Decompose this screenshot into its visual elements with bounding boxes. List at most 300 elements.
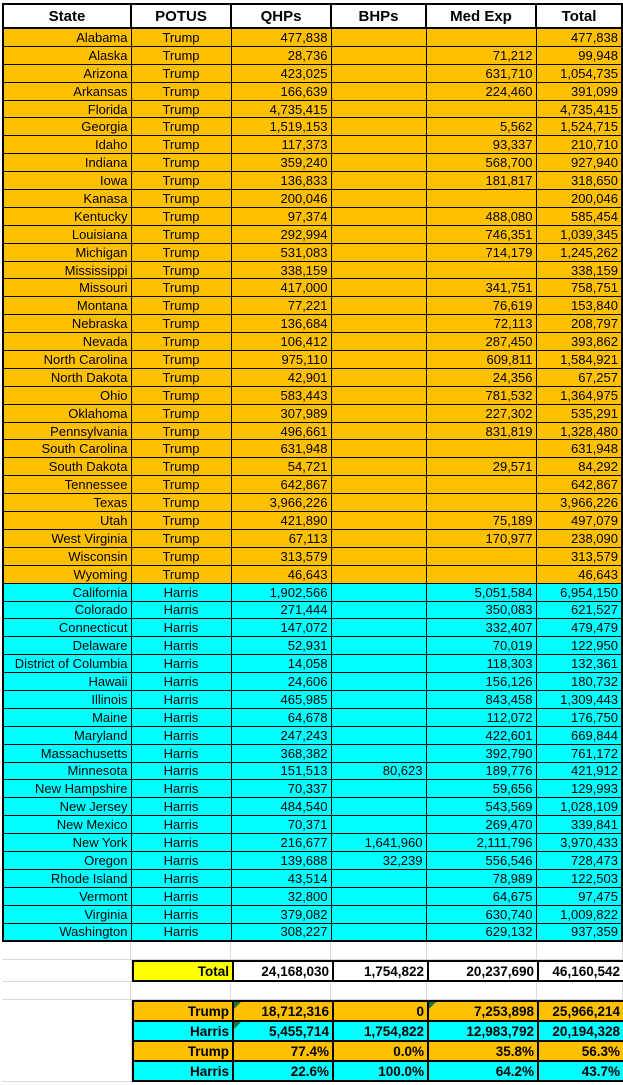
cell-total[interactable]: 313,579 (536, 547, 622, 565)
summary-harris-pct-bhps[interactable]: 100.0% (333, 1061, 428, 1081)
cell-state[interactable]: Ohio (3, 386, 131, 404)
cell-total[interactable]: 129,993 (536, 780, 622, 798)
cell-qhps[interactable]: 975,110 (231, 351, 331, 369)
cell-bhps[interactable] (331, 64, 426, 82)
cell-qhps[interactable]: 583,443 (231, 386, 331, 404)
cell-qhps[interactable]: 46,643 (231, 565, 331, 583)
cell-qhps[interactable]: 308,227 (231, 923, 331, 941)
cell-med-exp[interactable]: 5,562 (426, 118, 536, 136)
cell-potus[interactable]: Harris (131, 655, 231, 673)
cell-total[interactable]: 153,840 (536, 297, 622, 315)
cell-total[interactable]: 200,046 (536, 190, 622, 208)
cell-total[interactable]: 122,950 (536, 637, 622, 655)
cell-total[interactable]: 631,948 (536, 440, 622, 458)
cell-qhps[interactable]: 313,579 (231, 547, 331, 565)
cell-med-exp[interactable] (426, 494, 536, 512)
cell-med-exp[interactable]: 631,710 (426, 64, 536, 82)
cell-state[interactable]: Wyoming (3, 565, 131, 583)
cell-state[interactable]: North Carolina (3, 351, 131, 369)
cell-state[interactable]: Virginia (3, 905, 131, 923)
header-qhps[interactable]: QHPs (231, 4, 331, 28)
cell-state[interactable]: Indiana (3, 154, 131, 172)
cell-state[interactable]: Utah (3, 512, 131, 530)
cell-med-exp[interactable]: 287,450 (426, 333, 536, 351)
cell-state[interactable]: Minnesota (3, 762, 131, 780)
cell-state[interactable]: New York (3, 834, 131, 852)
cell-potus[interactable]: Trump (131, 28, 231, 46)
header-state[interactable]: State (3, 4, 131, 28)
cell-med-exp[interactable]: 831,819 (426, 422, 536, 440)
cell-state[interactable]: Nevada (3, 333, 131, 351)
total-label[interactable]: Total (133, 961, 233, 981)
cell-qhps[interactable]: 136,833 (231, 172, 331, 190)
cell-bhps[interactable] (331, 708, 426, 726)
cell-total[interactable]: 761,172 (536, 744, 622, 762)
cell-total[interactable]: 99,948 (536, 46, 622, 64)
cell-potus[interactable]: Trump (131, 529, 231, 547)
cell-state[interactable]: Idaho (3, 136, 131, 154)
cell-total[interactable]: 180,732 (536, 673, 622, 691)
cell-med-exp[interactable] (426, 100, 536, 118)
cell-total[interactable]: 1,584,921 (536, 351, 622, 369)
cell-med-exp[interactable]: 746,351 (426, 225, 536, 243)
cell-total[interactable]: 479,479 (536, 619, 622, 637)
cell-potus[interactable]: Trump (131, 368, 231, 386)
cell-total[interactable]: 585,454 (536, 207, 622, 225)
cell-potus[interactable]: Harris (131, 780, 231, 798)
cell-potus[interactable]: Trump (131, 494, 231, 512)
cell-total[interactable]: 67,257 (536, 368, 622, 386)
cell-state[interactable]: New Jersey (3, 798, 131, 816)
cell-med-exp[interactable]: 543,569 (426, 798, 536, 816)
cell-state[interactable]: Kentucky (3, 207, 131, 225)
cell-state[interactable]: North Dakota (3, 368, 131, 386)
cell-total[interactable]: 1,028,109 (536, 798, 622, 816)
cell-qhps[interactable]: 247,243 (231, 726, 331, 744)
cell-bhps[interactable] (331, 673, 426, 691)
cell-qhps[interactable]: 423,025 (231, 64, 331, 82)
cell-potus[interactable]: Trump (131, 190, 231, 208)
cell-med-exp[interactable]: 118,303 (426, 655, 536, 673)
cell-state[interactable]: Rhode Island (3, 869, 131, 887)
cell-med-exp[interactable] (426, 190, 536, 208)
cell-qhps[interactable]: 631,948 (231, 440, 331, 458)
cell-bhps[interactable] (331, 172, 426, 190)
cell-bhps[interactable] (331, 243, 426, 261)
cell-state[interactable]: Tennessee (3, 476, 131, 494)
cell-potus[interactable]: Harris (131, 762, 231, 780)
cell-state[interactable]: Iowa (3, 172, 131, 190)
cell-state[interactable]: Vermont (3, 887, 131, 905)
cell-bhps[interactable] (331, 225, 426, 243)
cell-qhps[interactable]: 77,221 (231, 297, 331, 315)
cell-total[interactable]: 1,009,822 (536, 905, 622, 923)
cell-potus[interactable]: Trump (131, 386, 231, 404)
cell-med-exp[interactable]: 5,051,584 (426, 583, 536, 601)
header-potus[interactable]: POTUS (131, 4, 231, 28)
summary-trump-label[interactable]: Trump (133, 1001, 233, 1021)
cell-potus[interactable]: Trump (131, 261, 231, 279)
cell-med-exp[interactable]: 556,546 (426, 851, 536, 869)
cell-qhps[interactable]: 67,113 (231, 529, 331, 547)
cell-med-exp[interactable]: 227,302 (426, 404, 536, 422)
cell-total[interactable]: 1,054,735 (536, 64, 622, 82)
cell-total[interactable]: 6,954,150 (536, 583, 622, 601)
cell-potus[interactable]: Harris (131, 816, 231, 834)
cell-med-exp[interactable]: 630,740 (426, 905, 536, 923)
cell-bhps[interactable] (331, 547, 426, 565)
cell-total[interactable]: 421,912 (536, 762, 622, 780)
summary-trump-med-exp[interactable]: 7,253,898 (428, 1001, 538, 1021)
cell-potus[interactable]: Trump (131, 279, 231, 297)
cell-med-exp[interactable]: 224,460 (426, 82, 536, 100)
cell-bhps[interactable] (331, 619, 426, 637)
cell-total[interactable]: 758,751 (536, 279, 622, 297)
cell-state[interactable]: Michigan (3, 243, 131, 261)
cell-qhps[interactable]: 642,867 (231, 476, 331, 494)
cell-state[interactable]: Nebraska (3, 315, 131, 333)
cell-qhps[interactable]: 70,337 (231, 780, 331, 798)
cell-state[interactable]: Missouri (3, 279, 131, 297)
cell-qhps[interactable]: 484,540 (231, 798, 331, 816)
cell-potus[interactable]: Trump (131, 172, 231, 190)
summary-harris-med-exp[interactable]: 12,983,792 (428, 1021, 538, 1041)
cell-med-exp[interactable] (426, 565, 536, 583)
cell-bhps[interactable] (331, 404, 426, 422)
cell-med-exp[interactable]: 332,407 (426, 619, 536, 637)
cell-total[interactable]: 937,359 (536, 923, 622, 941)
cell-qhps[interactable]: 421,890 (231, 512, 331, 530)
cell-total[interactable]: 728,473 (536, 851, 622, 869)
cell-potus[interactable]: Harris (131, 905, 231, 923)
summary-harris-pct-qhps[interactable]: 22.6% (233, 1061, 333, 1081)
cell-bhps[interactable] (331, 923, 426, 941)
cell-state[interactable]: Colorado (3, 601, 131, 619)
cell-state[interactable]: Massachusetts (3, 744, 131, 762)
cell-qhps[interactable]: 97,374 (231, 207, 331, 225)
cell-total[interactable]: 176,750 (536, 708, 622, 726)
cell-total[interactable]: 339,841 (536, 816, 622, 834)
cell-potus[interactable]: Trump (131, 458, 231, 476)
cell-total[interactable]: 238,090 (536, 529, 622, 547)
cell-potus[interactable]: Trump (131, 100, 231, 118)
cell-qhps[interactable]: 1,902,566 (231, 583, 331, 601)
cell-bhps[interactable] (331, 780, 426, 798)
cell-bhps[interactable] (331, 440, 426, 458)
cell-potus[interactable]: Trump (131, 297, 231, 315)
cell-total[interactable]: 97,475 (536, 887, 622, 905)
cell-med-exp[interactable]: 714,179 (426, 243, 536, 261)
cell-med-exp[interactable] (426, 261, 536, 279)
cell-potus[interactable]: Harris (131, 726, 231, 744)
cell-bhps[interactable] (331, 82, 426, 100)
cell-qhps[interactable]: 496,661 (231, 422, 331, 440)
cell-bhps[interactable] (331, 744, 426, 762)
cell-med-exp[interactable]: 59,656 (426, 780, 536, 798)
cell-qhps[interactable]: 477,838 (231, 28, 331, 46)
cell-qhps[interactable]: 32,800 (231, 887, 331, 905)
total-med-exp-value[interactable]: 20,237,690 (428, 961, 538, 981)
cell-state[interactable]: South Carolina (3, 440, 131, 458)
cell-state[interactable]: California (3, 583, 131, 601)
cell-state[interactable]: Arkansas (3, 82, 131, 100)
cell-state[interactable]: District of Columbia (3, 655, 131, 673)
summary-harris-bhps[interactable]: 1,754,822 (333, 1021, 428, 1041)
cell-potus[interactable]: Trump (131, 207, 231, 225)
cell-bhps[interactable] (331, 726, 426, 744)
cell-potus[interactable]: Harris (131, 744, 231, 762)
cell-qhps[interactable]: 24,606 (231, 673, 331, 691)
cell-med-exp[interactable]: 93,337 (426, 136, 536, 154)
summary-trump-qhps[interactable]: 18,712,316 (233, 1001, 333, 1021)
cell-med-exp[interactable]: 843,458 (426, 690, 536, 708)
cell-med-exp[interactable]: 189,776 (426, 762, 536, 780)
summary-trump-pct-med-exp[interactable]: 35.8% (428, 1041, 538, 1061)
cell-qhps[interactable]: 117,373 (231, 136, 331, 154)
cell-med-exp[interactable]: 75,189 (426, 512, 536, 530)
cell-bhps[interactable] (331, 190, 426, 208)
cell-qhps[interactable]: 200,046 (231, 190, 331, 208)
cell-qhps[interactable]: 151,513 (231, 762, 331, 780)
cell-qhps[interactable]: 70,371 (231, 816, 331, 834)
cell-bhps[interactable] (331, 690, 426, 708)
cell-qhps[interactable]: 147,072 (231, 619, 331, 637)
cell-total[interactable]: 122,503 (536, 869, 622, 887)
summary-harris-qhps[interactable]: 5,455,714 (233, 1021, 333, 1041)
cell-bhps[interactable] (331, 655, 426, 673)
cell-bhps[interactable] (331, 279, 426, 297)
cell-potus[interactable]: Trump (131, 225, 231, 243)
cell-potus[interactable]: Harris (131, 690, 231, 708)
cell-bhps[interactable] (331, 637, 426, 655)
cell-med-exp[interactable]: 781,532 (426, 386, 536, 404)
cell-bhps[interactable]: 80,623 (331, 762, 426, 780)
cell-total[interactable]: 338,159 (536, 261, 622, 279)
summary-trump-pct-bhps[interactable]: 0.0% (333, 1041, 428, 1061)
cell-med-exp[interactable] (426, 476, 536, 494)
cell-qhps[interactable]: 379,082 (231, 905, 331, 923)
cell-total[interactable]: 318,650 (536, 172, 622, 190)
cell-bhps[interactable]: 1,641,960 (331, 834, 426, 852)
cell-state[interactable]: Oregon (3, 851, 131, 869)
cell-potus[interactable]: Harris (131, 601, 231, 619)
header-med-exp[interactable]: Med Exp (426, 4, 536, 28)
cell-potus[interactable]: Trump (131, 118, 231, 136)
cell-qhps[interactable]: 42,901 (231, 368, 331, 386)
cell-bhps[interactable] (331, 458, 426, 476)
cell-med-exp[interactable]: 112,072 (426, 708, 536, 726)
cell-bhps[interactable] (331, 368, 426, 386)
total-qhps-value[interactable]: 24,168,030 (233, 961, 333, 981)
cell-total[interactable]: 1,245,262 (536, 243, 622, 261)
cell-bhps[interactable] (331, 333, 426, 351)
cell-med-exp[interactable]: 350,083 (426, 601, 536, 619)
cell-state[interactable]: Washington (3, 923, 131, 941)
cell-total[interactable]: 84,292 (536, 458, 622, 476)
cell-total[interactable]: 621,527 (536, 601, 622, 619)
cell-potus[interactable]: Harris (131, 619, 231, 637)
cell-med-exp[interactable]: 181,817 (426, 172, 536, 190)
cell-med-exp[interactable]: 269,470 (426, 816, 536, 834)
cell-med-exp[interactable]: 170,977 (426, 529, 536, 547)
cell-state[interactable]: Maine (3, 708, 131, 726)
summary-trump-pct-label[interactable]: Trump (133, 1041, 233, 1061)
cell-bhps[interactable]: 32,239 (331, 851, 426, 869)
cell-total[interactable]: 1,039,345 (536, 225, 622, 243)
cell-state[interactable]: Mississippi (3, 261, 131, 279)
cell-potus[interactable]: Trump (131, 512, 231, 530)
cell-potus[interactable]: Harris (131, 708, 231, 726)
cell-state[interactable]: Florida (3, 100, 131, 118)
cell-state[interactable]: Delaware (3, 637, 131, 655)
cell-qhps[interactable]: 54,721 (231, 458, 331, 476)
cell-state[interactable]: Arizona (3, 64, 131, 82)
cell-bhps[interactable] (331, 905, 426, 923)
cell-med-exp[interactable]: 70,019 (426, 637, 536, 655)
cell-qhps[interactable]: 1,519,153 (231, 118, 331, 136)
cell-total[interactable]: 477,838 (536, 28, 622, 46)
cell-qhps[interactable]: 136,684 (231, 315, 331, 333)
cell-med-exp[interactable]: 629,132 (426, 923, 536, 941)
cell-qhps[interactable]: 43,514 (231, 869, 331, 887)
cell-total[interactable]: 132,361 (536, 655, 622, 673)
cell-med-exp[interactable]: 609,811 (426, 351, 536, 369)
cell-bhps[interactable] (331, 351, 426, 369)
cell-qhps[interactable]: 139,688 (231, 851, 331, 869)
cell-med-exp[interactable]: 568,700 (426, 154, 536, 172)
cell-total[interactable]: 535,291 (536, 404, 622, 422)
summary-trump-total[interactable]: 25,966,214 (538, 1001, 623, 1021)
cell-qhps[interactable]: 417,000 (231, 279, 331, 297)
cell-qhps[interactable]: 368,382 (231, 744, 331, 762)
cell-bhps[interactable] (331, 887, 426, 905)
header-bhps[interactable]: BHPs (331, 4, 426, 28)
summary-trump-bhps[interactable]: 0 (333, 1001, 428, 1021)
summary-trump-pct-total[interactable]: 56.3% (538, 1041, 623, 1061)
cell-potus[interactable]: Harris (131, 583, 231, 601)
total-bhps-value[interactable]: 1,754,822 (333, 961, 428, 981)
cell-qhps[interactable]: 338,159 (231, 261, 331, 279)
cell-potus[interactable]: Harris (131, 834, 231, 852)
cell-potus[interactable]: Harris (131, 887, 231, 905)
cell-state[interactable]: Pennsylvania (3, 422, 131, 440)
cell-bhps[interactable] (331, 315, 426, 333)
cell-total[interactable]: 669,844 (536, 726, 622, 744)
cell-med-exp[interactable]: 24,356 (426, 368, 536, 386)
cell-qhps[interactable]: 4,735,415 (231, 100, 331, 118)
cell-bhps[interactable] (331, 816, 426, 834)
summary-harris-pct-label[interactable]: Harris (133, 1061, 233, 1081)
cell-med-exp[interactable]: 392,790 (426, 744, 536, 762)
cell-total[interactable]: 3,970,433 (536, 834, 622, 852)
cell-total[interactable]: 208,797 (536, 315, 622, 333)
cell-qhps[interactable]: 307,989 (231, 404, 331, 422)
cell-bhps[interactable] (331, 583, 426, 601)
cell-bhps[interactable] (331, 494, 426, 512)
cell-state[interactable]: Maryland (3, 726, 131, 744)
cell-qhps[interactable]: 271,444 (231, 601, 331, 619)
cell-qhps[interactable]: 28,736 (231, 46, 331, 64)
cell-bhps[interactable] (331, 207, 426, 225)
cell-qhps[interactable]: 292,994 (231, 225, 331, 243)
cell-state[interactable]: Alabama (3, 28, 131, 46)
cell-state[interactable]: Montana (3, 297, 131, 315)
cell-potus[interactable]: Harris (131, 673, 231, 691)
summary-harris-label[interactable]: Harris (133, 1021, 233, 1041)
cell-bhps[interactable] (331, 261, 426, 279)
cell-bhps[interactable] (331, 46, 426, 64)
cell-total[interactable]: 46,643 (536, 565, 622, 583)
cell-potus[interactable]: Harris (131, 869, 231, 887)
cell-total[interactable]: 642,867 (536, 476, 622, 494)
cell-med-exp[interactable]: 29,571 (426, 458, 536, 476)
cell-qhps[interactable]: 3,966,226 (231, 494, 331, 512)
cell-qhps[interactable]: 106,412 (231, 333, 331, 351)
cell-potus[interactable]: Trump (131, 136, 231, 154)
cell-state[interactable]: West Virginia (3, 529, 131, 547)
cell-state[interactable]: New Mexico (3, 816, 131, 834)
cell-potus[interactable]: Trump (131, 565, 231, 583)
cell-med-exp[interactable]: 488,080 (426, 207, 536, 225)
summary-harris-pct-total[interactable]: 43.7% (538, 1061, 623, 1081)
cell-potus[interactable]: Trump (131, 476, 231, 494)
cell-total[interactable]: 391,099 (536, 82, 622, 100)
cell-state[interactable]: South Dakota (3, 458, 131, 476)
cell-potus[interactable]: Trump (131, 422, 231, 440)
cell-potus[interactable]: Trump (131, 351, 231, 369)
cell-potus[interactable]: Trump (131, 243, 231, 261)
cell-med-exp[interactable]: 2,111,796 (426, 834, 536, 852)
cell-qhps[interactable]: 52,931 (231, 637, 331, 655)
cell-potus[interactable]: Trump (131, 315, 231, 333)
cell-med-exp[interactable] (426, 440, 536, 458)
cell-state[interactable]: Kanasa (3, 190, 131, 208)
cell-qhps[interactable]: 14,058 (231, 655, 331, 673)
cell-total[interactable]: 497,079 (536, 512, 622, 530)
cell-total[interactable]: 927,940 (536, 154, 622, 172)
cell-bhps[interactable] (331, 386, 426, 404)
cell-bhps[interactable] (331, 154, 426, 172)
cell-bhps[interactable] (331, 297, 426, 315)
cell-total[interactable]: 1,524,715 (536, 118, 622, 136)
cell-qhps[interactable]: 64,678 (231, 708, 331, 726)
cell-potus[interactable]: Trump (131, 404, 231, 422)
cell-med-exp[interactable]: 72,113 (426, 315, 536, 333)
cell-state[interactable]: Oklahoma (3, 404, 131, 422)
cell-med-exp[interactable]: 64,675 (426, 887, 536, 905)
cell-bhps[interactable] (331, 565, 426, 583)
cell-med-exp[interactable]: 156,126 (426, 673, 536, 691)
cell-med-exp[interactable]: 76,619 (426, 297, 536, 315)
cell-total[interactable]: 1,364,975 (536, 386, 622, 404)
cell-total[interactable]: 1,309,443 (536, 690, 622, 708)
cell-bhps[interactable] (331, 476, 426, 494)
summary-harris-total[interactable]: 20,194,328 (538, 1021, 623, 1041)
cell-state[interactable]: Alaska (3, 46, 131, 64)
cell-potus[interactable]: Trump (131, 46, 231, 64)
summary-trump-pct-qhps[interactable]: 77.4% (233, 1041, 333, 1061)
cell-state[interactable]: New Hampshire (3, 780, 131, 798)
cell-bhps[interactable] (331, 869, 426, 887)
cell-bhps[interactable] (331, 422, 426, 440)
cell-potus[interactable]: Harris (131, 798, 231, 816)
cell-qhps[interactable]: 531,083 (231, 243, 331, 261)
cell-state[interactable]: Illinois (3, 690, 131, 708)
cell-bhps[interactable] (331, 798, 426, 816)
cell-state[interactable]: Connecticut (3, 619, 131, 637)
cell-med-exp[interactable] (426, 28, 536, 46)
cell-qhps[interactable]: 465,985 (231, 690, 331, 708)
